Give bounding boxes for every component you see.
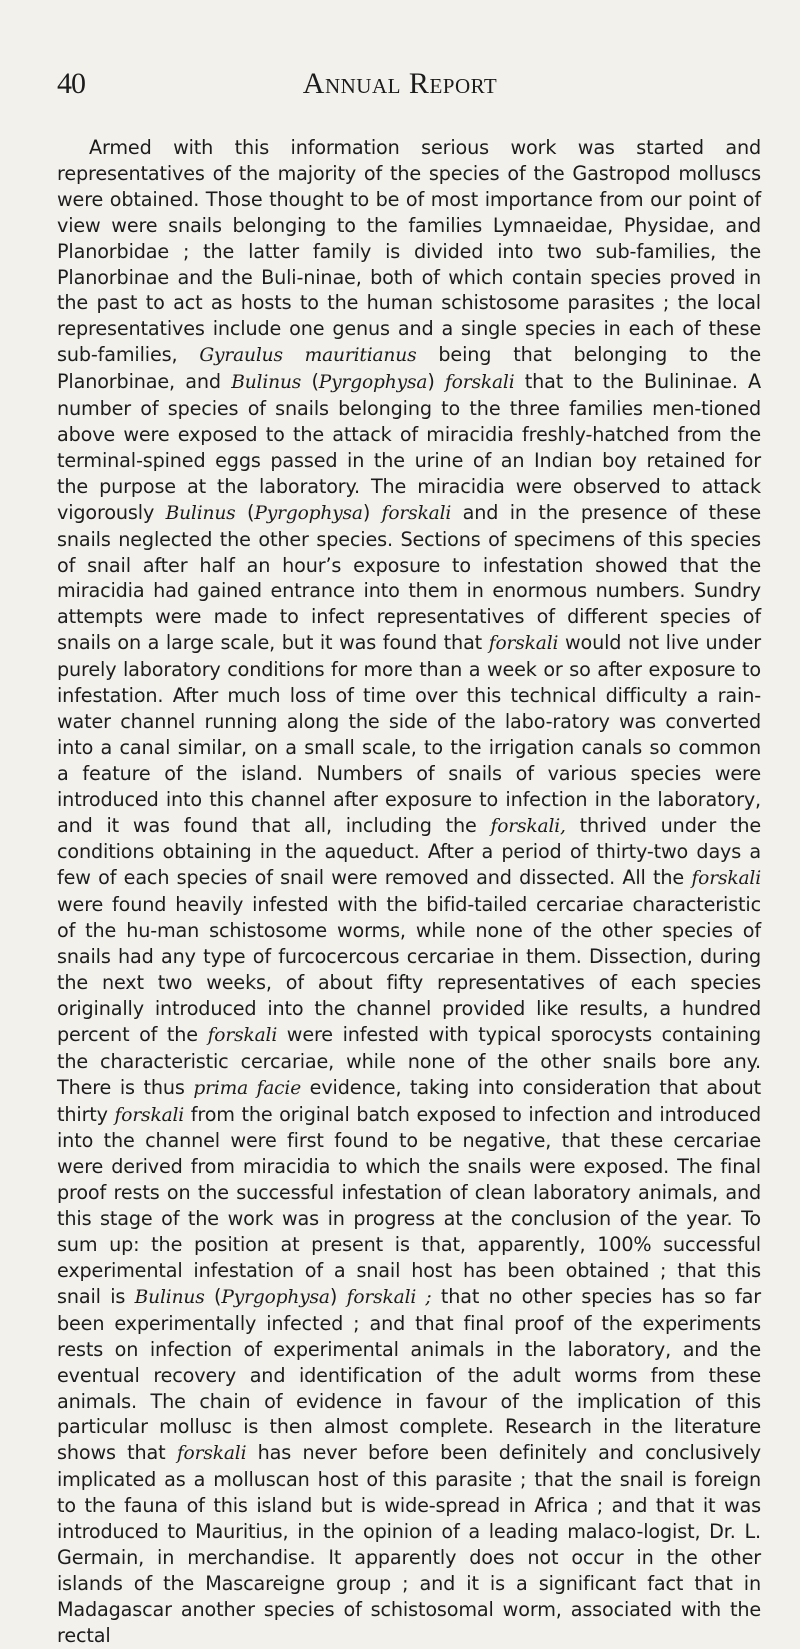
- page-header: [0, 62, 800, 106]
- page-number: 40: [57, 67, 85, 100]
- running-title: Annual Report: [302, 67, 498, 100]
- body-paragraph: Armed with this information serious work was started and representatives of the majority of the species of the Gastropod molluscs were obtained. Those thought to be of most importance from our point of view were snails belonging to the families Lymnaeidae, Physidae, and Planorbidae ; the latter family is divided into two sub-families, the Planorbinae and the Buli-ninae, both of which contain species proved in the past to act as hosts to the human schistosome parasites ; the local representatives include one genus and a single species in each of these sub-families, Gyraulus mauritianus being that belonging to the Planorbinae, and Bulinus (Pyrgophysa) forskali that to the Bulininae. A number of species of snails belonging to the three families men-tioned above were exposed to the attack of miracidia freshly-hatched from the terminal-spined eggs passed in the urine of an Indian boy retained for the purpose at the laboratory. The miracidia were observed to attack vigorously Bulinus (Pyrgophysa) forskali and in the presence of these snails neglected the other species. Sections of specimens of this species of snail after half an hour’s exposure to infestation showed that the miracidia had gained entrance into them in enormous numbers. Sundry attempts were made to infect representatives of different species of snails on a large scale, but it was found that forskali would not live under purely laboratory conditions for more than a week or so after exposure to infestation. After much loss of time over this technical difficulty a rain-water channel running along the side of the labo-ratory was converted into a canal similar, on a small scale, to the irrigation canals so common a feature of the island. Numbers of snails of various species were introduced into this channel after exposure to infection in the laboratory, and it was found that all, including the forskali, thrived under the conditions obtaining in the aqueduct. After a period of thirty-two days a few of each species of snail were removed and dissected. All the forskali were found heavily infested with the bifid-tailed cercariae characteristic of the hu-man schistosome worms, while none of the other species of snails had any type of furcocercous cercariae in them. Dissection, during the next two weeks, of about fifty representatives of each species originally introduced into the channel provided like results, a hundred percent of the forskali were infested with typical sporocysts containing the characteristic cercariae, while none of the other snails bore any. There is thus prima facie evidence, taking into consideration that about thirty forskali from the original batch exposed to infection and introduced into the channel were first found to be negative, that these cercariae were derived from miracidia to which the snails were exposed. The final proof rests on the successful infestation of clean laboratory animals, and this stage of the work was in progress at the conclusion of the year. To sum up: the position at present is that, apparently, 100% successful experimental infestation of a snail host has been obtained ; that this snail is Bulinus (Pyrgophysa) forskali ; that no other species has so far been experimentally infected ; and that final proof of the experiments rests on infection of experimental animals in the laboratory, and the eventual recovery and identification of the adult worms from these animals. The chain of evidence in favour of the implication of this particular mollusc is then almost complete. Research in the literature shows that forskali has never before been definitely and conclusively implicated as a molluscan host of this parasite ; that the snail is foreign to the fauna of this island but is wide-spread in Africa ; and that it was introduced to Mauritius, in the opinion of a leading malaco-logist, Dr. L. Germain, in merchandise. It apparently does not occur in the other islands of the Mascareigne group ; and it is a significant fact that in Madagascar another species of schistosomal worm, associated with the rectal: [57, 136, 762, 1647]
